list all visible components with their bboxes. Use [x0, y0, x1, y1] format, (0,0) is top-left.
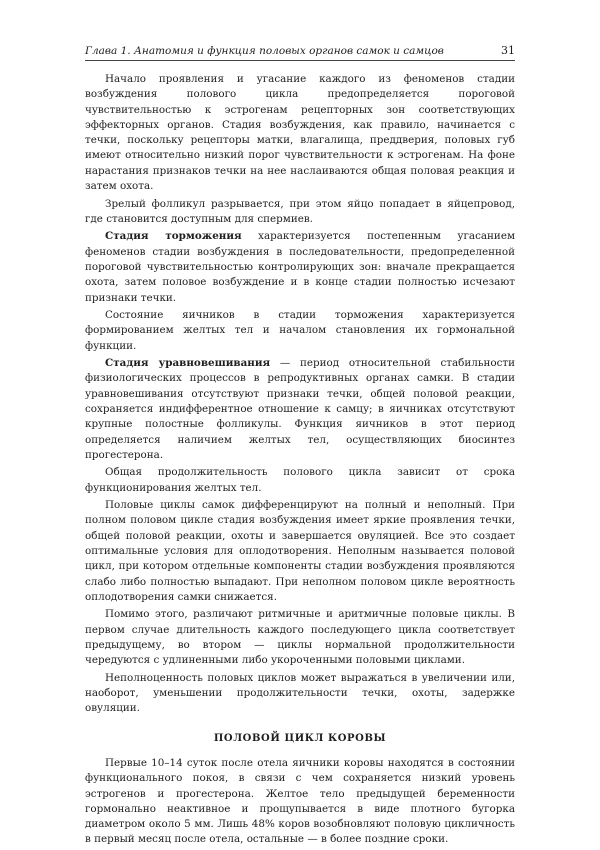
body-text: [85, 72, 515, 850]
paragraph-1: Начало проявления и угасание каждого из феноменов стадии возбуждения полового цикла предопределяется пороговой чувствительностью к эстрогенам рецепторных зон соответствующих эффекторных органов. Стадия возбуждения, как правило, начинается с течки, поскольку рецепторы матки, влагалища, преддверия, половых губ имеют относительно низкий порог чувствительности к эстрогенам. На фоне нарастания признаков течки на нее наслаиваются общая половая реакция и затем охота.: [85, 73, 515, 193]
paragraph-2: Зрелый фолликул разрывается, при этом яйцо попадает в яйцепровод, где становится доступным для спермиев.: [85, 197, 515, 225]
paragraph-5-text: — период относительной стабильности физиологических процессов в репродуктивных органах самки. В стадии уравновешивания отсутствуют признаки течки, общей половой реакции, сохраняется индифферентное отношение к самцу; в яичниках отсутствуют крупные полостные фолликулы. Функция яичников в этот период определяется наличием желтых тел, осуществляющих биосинтез прогестерона.: [85, 357, 516, 461]
chapter-title: Глава 1. Анатомия и функция половых органов самок и самцов: [85, 45, 444, 57]
paragraph-6: Общая продолжительность полового цикла зависит от срока функционирования желтых тел.: [85, 466, 515, 494]
paragraph-8: Помимо этого, различают ритмичные и аритмичные половые циклы. В первом случае длительность каждого последующего цикла соответствует предыдущему, во втором — циклы нормальной продолжительности чередуются с удлиненными либо укороченными половыми циклами.: [85, 608, 515, 667]
term-inhibition-stage: Стадия торможения: [105, 230, 242, 243]
paragraph-3-text: характеризуется постепенным угасанием феноменов стадии возбуждения в последовательности, предопределенной пороговой чувствительностью контролирующих зон: вначале прекращается охота, затем половое возбуждение и в конце стадии полностью исчезают признаки течки.: [85, 230, 515, 304]
paragraph-4: Состояние яичников в стадии торможения характеризуется формированием желтых тел и началом становления их гормональной функции.: [85, 309, 515, 352]
paragraph-3: [85, 229, 515, 305]
paragraph-7: Половые циклы самок дифференцируют на полный и неполный. При полном половом цикле стадия возбуждения имеет яркие проявления течки, общей половой реакции, охоты и завершается овуляцией. Все это создает оптимальные условия для оплодотворения. Неполным называется половой цикл, при котором отдельные компоненты стадии возбуждения проявляются слабо либо полностью выпадают. При неполном половом цикле вероятность оплодотворения самки снижается.: [85, 499, 515, 603]
paragraph-5: [85, 356, 515, 463]
page-number: 31: [501, 44, 515, 57]
paragraph-10: Первые 10–14 суток после отела яичники коровы находятся в состоянии функционального покоя, в связи с чем сохраняется низкий уровень эстрогенов и прогестерона. Желтое тело предыдущей беременности гормонально неактивное и прощупывается в виде плотного бугорка диаметром около 5 мм. Лишь 48% коров возобновляют половую цикличность в первый месяц после отела, остальные — в более поздние сроки.: [85, 756, 515, 846]
term-balance-stage: Стадия уравновешивания: [105, 357, 271, 370]
paragraph-9: Неполноценность половых циклов может выражаться в увеличении или, наоборот, уменьшении продолжительности течки, охоты, задержке овуляции.: [85, 671, 515, 715]
section-heading: ПОЛОВОЙ ЦИКЛ КОРОВЫ: [213, 732, 387, 744]
running-header: [85, 44, 515, 61]
